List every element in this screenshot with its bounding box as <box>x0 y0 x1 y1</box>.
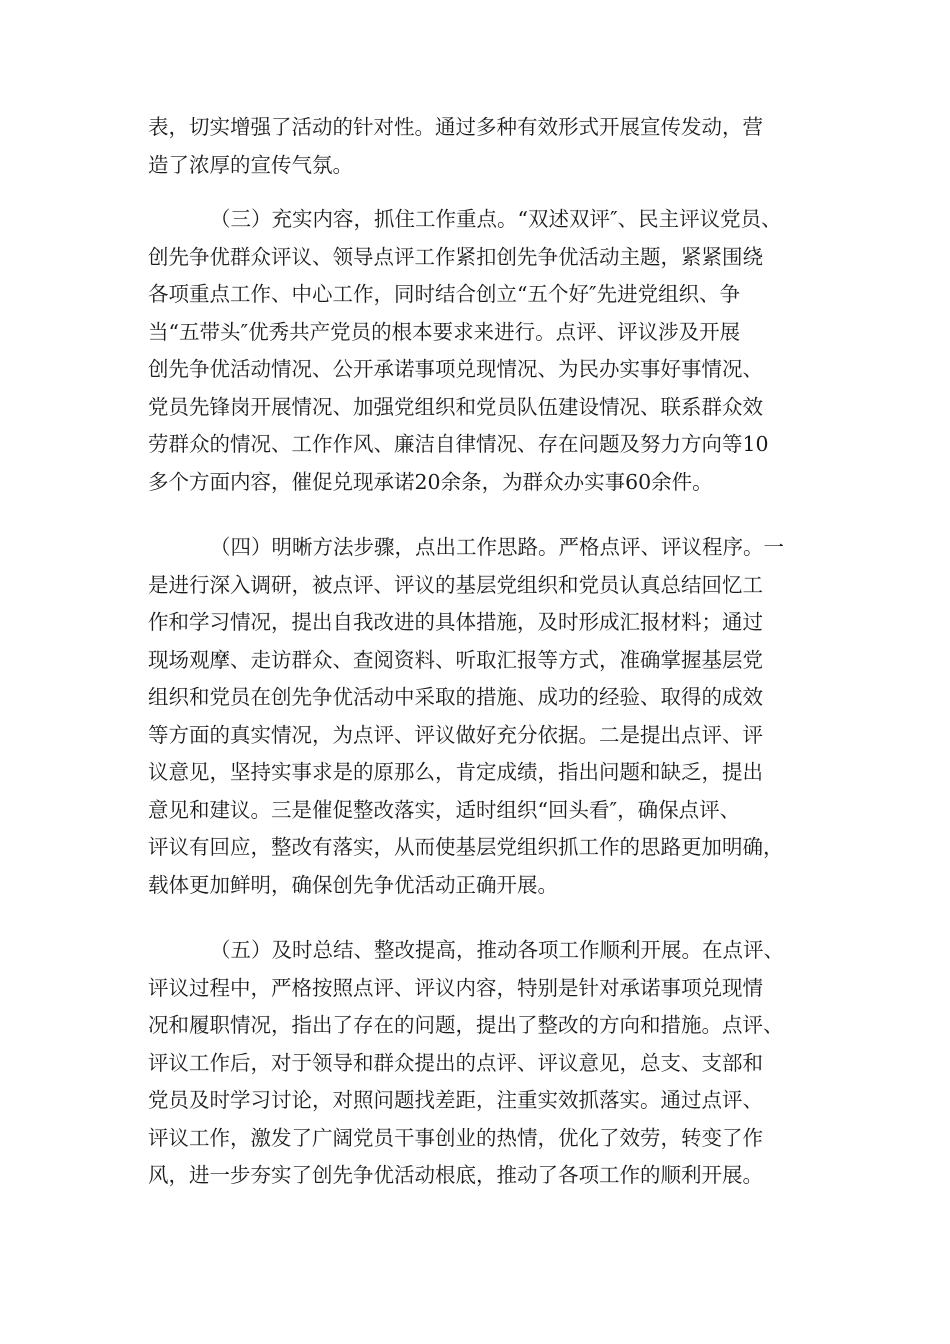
paragraph-intro-continued <box>148 109 828 184</box>
section-heading-line: （三）充实内容，抓住工作重点。“双述双评″、民主评议党员、 <box>210 207 782 231</box>
paragraph-section-3 <box>148 201 828 501</box>
paragraph-section-5 <box>148 932 828 1195</box>
text-line: 评议有回应，整改有落实，从而使基层党组织抓工作的思路更加明确， <box>148 835 784 859</box>
text-line: 创先争优活动情况、公开承诺事项兑现情况、为民办实事好事情况、 <box>148 357 763 381</box>
text-line: 载体更加鲜明，确保创先争优活动正确开展。 <box>148 872 558 897</box>
text-line: 况和履职情况，指出了存在的问题，提出了整改的方向和措施。点评、 <box>148 1013 784 1037</box>
text-line: 评议过程中，严格按照点评、评议内容，特别是针对承诺事项兑现情 <box>148 975 763 1000</box>
text-line: 是进行深入调研，被点评、评议的基层党组织和党员认真总结回忆工 <box>148 572 763 597</box>
text-line: 评议工作后，对于领导和群众提出的点评、评议意见，总支、支部和 <box>148 1050 763 1075</box>
text-line: 党员及时学习讨论，对照问题找差距，注重实效抓落实。通过点评、 <box>148 1088 763 1112</box>
text-line: 表，切实增强了活动的针对性。通过多种有效形式开展宣传发动，营 <box>148 115 763 139</box>
text-line: 意见和建议。三是催促整改落实，适时组织“回头看″，确保点评、 <box>148 797 741 822</box>
text-line: 造了浓厚的宣传气氛。 <box>148 152 353 177</box>
text-line: 议意见，坚持实事求是的原那么，肯定成绩，指出问题和缺乏，提出 <box>148 760 763 784</box>
text-line: 等方面的真实情况，为点评、评议做好充分依据。二是提出点评、评 <box>148 722 763 747</box>
section-heading-line: （五）及时总结、整改提高，推动各项工作顺利开展。在点评、 <box>210 938 784 962</box>
text-line: 多个方面内容，催促兑现承诺20余条，为群众办实事60余件。 <box>148 469 713 494</box>
text-line: 组织和党员在创先争优活动中采取的措施、成功的经验、取得的成效 <box>148 685 763 709</box>
text-line: 劳群众的情况、工作作风、廉洁自律情况、存在问题及努力方向等10 <box>148 432 769 456</box>
text-line: 作和学习情况，提出自我改进的具体措施，及时形成汇报材料；通过 <box>148 610 763 634</box>
paragraph-section-4 <box>148 529 828 904</box>
text-line: 创先争优群众评议、领导点评工作紧扣创先争优活动主题，紧紧围绕 <box>148 244 763 269</box>
text-line: 各项重点工作、中心工作，同时结合创立“五个好″先进党组织、争 <box>148 282 741 306</box>
text-line: 当“五带头″优秀共产党员的根本要求来进行。点评、评议涉及开展 <box>148 319 741 344</box>
text-line: 现场观摩、走访群众、查阅资料、听取汇报等方式，准确掌握基层党 <box>148 647 763 672</box>
text-line: 评议工作，激发了广阔党员干事创业的热情，优化了效劳，转变了作 <box>148 1125 763 1150</box>
section-heading-line: （四）明晰方法步骤，点出工作思路。严格点评、评议程序。一 <box>210 535 784 559</box>
text-line: 风，进一步夯实了创先争优活动根底，推动了各项工作的顺利开展。 <box>148 1163 763 1187</box>
text-line: 党员先锋岗开展情况、加强党组织和党员队伍建设情况、联系群众效 <box>148 394 763 419</box>
